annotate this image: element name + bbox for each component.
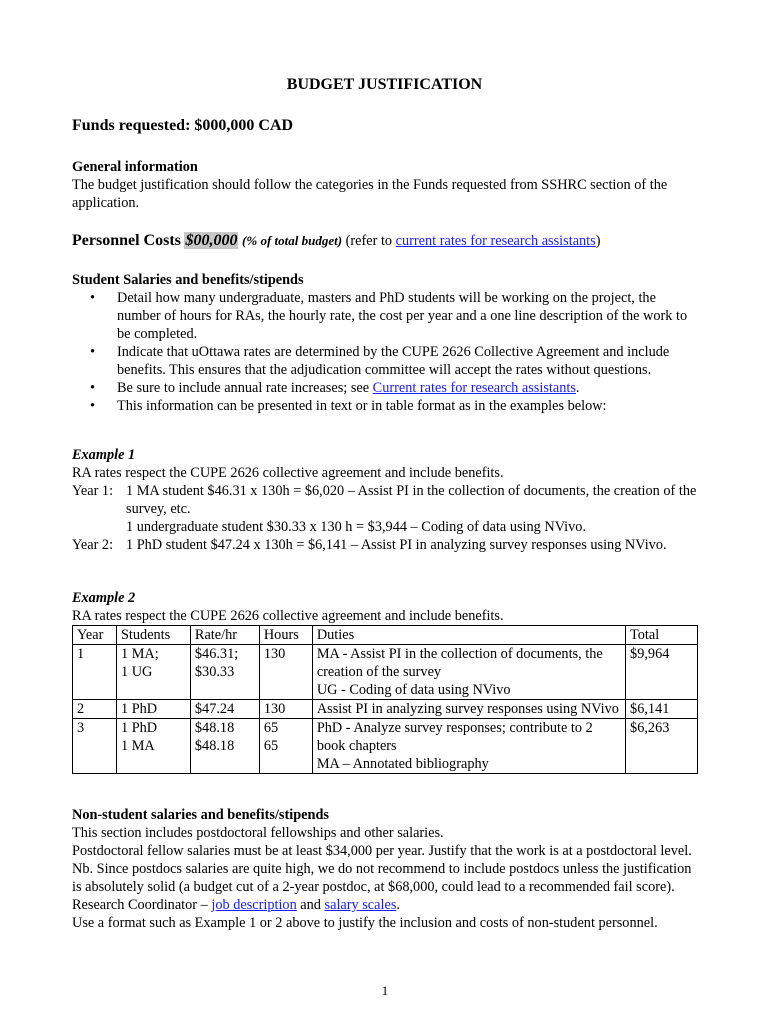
cell-line: 130 (263, 701, 286, 717)
cell-line: $48.18 (194, 738, 235, 754)
rc-post: . (396, 897, 400, 913)
cell-total: $6,141 (626, 700, 698, 719)
research-coordinator-line (72, 896, 700, 914)
list-item: • Indicate that uOttawa rates are determined by the CUPE 2626 Collective Agreement and include benefits. This ensures that the adjudication committee will accept the rates without questions. (72, 343, 700, 379)
research-assistant-rates-link[interactable]: current rates for research assistants (395, 233, 596, 249)
general-information-section (72, 158, 700, 212)
cell-hours (259, 719, 312, 774)
list-item: • Detail how many undergraduate, masters and PhD students will be working on the project, the number of hours for RAs, the hourly rate, the cost per year and a one line description of the work to be completed. (72, 289, 700, 343)
example2-heading: Example 2 (72, 590, 136, 606)
bullet3-post: . (575, 380, 580, 396)
salary-scales-link[interactable]: salary scales (324, 897, 397, 913)
year1-label: Year 1: (72, 483, 114, 499)
nonstudent-p4: Use a format such as Example 1 or 2 above to justify the inclusion and costs of non-student personnel. (72, 915, 658, 931)
table-header-row (73, 626, 698, 645)
cell-rate (190, 719, 259, 774)
document-title: BUDGET JUSTIFICATION (286, 76, 483, 93)
example1-intro: RA rates respect the CUPE 2626 collective agreement and include benefits. (72, 465, 504, 481)
student-bullet-list (72, 289, 700, 415)
personnel-amount: $00,000 (185, 232, 238, 249)
list-item: • This information can be presented in text or in table format as in the examples below: (72, 397, 700, 415)
cell-duties (312, 719, 625, 774)
cell-line: 130 (263, 646, 286, 662)
cell-line: PhD - Analyze survey responses; contribute to 2 book chapters (316, 720, 593, 754)
cell-line: $48.18 (194, 720, 235, 736)
cell-students (116, 700, 190, 719)
cell-rate (190, 645, 259, 700)
cell-line: 1 MA (120, 738, 155, 754)
header-hours: Hours (259, 626, 312, 645)
page-number: 1 (381, 983, 389, 998)
example1-year1 (72, 482, 700, 536)
cell-line: Assist PI in analyzing survey responses using NVivo (316, 701, 619, 717)
cell-hours (259, 645, 312, 700)
cell-total: $9,964 (626, 645, 698, 700)
cell-students (116, 719, 190, 774)
cell-year: 3 (73, 719, 117, 774)
personnel-refer-pre: (refer to (345, 233, 396, 249)
header-rate: Rate/hr (190, 626, 259, 645)
header-duties: Duties (312, 626, 625, 645)
cell-line: 1 PhD (120, 720, 158, 736)
general-text: The budget justification should follow the categories in the Funds requested from SSHRC section of the application. (72, 177, 668, 211)
student-salaries-section (72, 271, 700, 415)
cell-year: 1 (73, 645, 117, 700)
personnel-label: Personnel Costs (72, 232, 181, 249)
cell-line: UG - Coding of data using NVivo (316, 682, 511, 698)
nonstudent-heading: Non-student salaries and benefits/stipends (72, 807, 329, 823)
cell-line: 65 (263, 720, 279, 736)
student-heading: Student Salaries and benefits/stipends (72, 272, 304, 288)
header-students: Students (116, 626, 190, 645)
cell-duties (312, 645, 625, 700)
cell-year: 2 (73, 700, 117, 719)
nonstudent-section (72, 806, 700, 932)
job-description-link[interactable]: job description (211, 897, 297, 913)
nonstudent-p2: Postdoctoral fellow salaries must be at least $34,000 per year. Justify that the work is at a postdoctoral level. Nb. Since postdocs salaries are quite high, we do not recommend to include postdocs unless the justification is absolutely solid (a budget cut of a 2-year postdoc, at $68,000, could lead to a recommended fail score). (72, 843, 692, 895)
cell-line: MA – Annotated bibliography (316, 756, 489, 772)
funds-requested: Funds requested: $000,000 CAD (72, 117, 294, 134)
example2-section (72, 589, 700, 774)
cell-line: $46.31; (194, 646, 239, 662)
cell-line: 1 PhD (120, 701, 158, 717)
cell-line: MA - Assist PI in the collection of documents, the creation of the survey (316, 646, 603, 680)
personnel-refer-post: ) (595, 233, 601, 249)
cell-line: $30.33 (194, 664, 235, 680)
cell-hours (259, 700, 312, 719)
header-year: Year (73, 626, 117, 645)
example2-table (72, 625, 698, 774)
example1-year2 (72, 536, 700, 554)
cell-line: $47.24 (194, 701, 235, 717)
list-item (72, 379, 700, 397)
general-heading: General information (72, 159, 198, 175)
year2-label: Year 2: (72, 537, 114, 553)
nonstudent-p1: This section includes postdoctoral fellowships and other salaries. (72, 825, 444, 841)
rc-mid: and (296, 897, 325, 913)
header-total: Total (626, 626, 698, 645)
table-row (73, 719, 698, 774)
rc-pre: Research Coordinator – (72, 897, 212, 913)
example2-intro: RA rates respect the CUPE 2626 collective agreement and include benefits. (72, 608, 504, 624)
cell-line: 1 UG (120, 664, 153, 680)
personnel-pct: (% of total budget) (242, 233, 343, 248)
bullet3-pre: Be sure to include annual rate increases; see (117, 380, 373, 396)
example1-heading: Example 1 (72, 447, 136, 463)
cell-students (116, 645, 190, 700)
personnel-costs-line (72, 232, 700, 250)
year1-line-b: 1 undergraduate student $30.33 x 130 h = $3,944 – Coding of data using NVivo. (126, 519, 587, 535)
year2-line-a: 1 PhD student $47.24 x 130h = $6,141 – Assist PI in analyzing survey responses using NVivo. (126, 537, 667, 553)
year1-line-a: 1 MA student $46.31 x 130h = $6,020 – Assist PI in the collection of documents, the creation of the survey, etc. (126, 483, 697, 517)
example1-section (72, 446, 700, 554)
cell-line: 1 MA; (120, 646, 159, 662)
current-rates-link[interactable]: Current rates for research assistants (372, 380, 576, 396)
cell-line: 65 (263, 738, 279, 754)
cell-duties (312, 700, 625, 719)
table-row (73, 700, 698, 719)
cell-total: $6,263 (626, 719, 698, 774)
table-row (73, 645, 698, 700)
cell-rate (190, 700, 259, 719)
